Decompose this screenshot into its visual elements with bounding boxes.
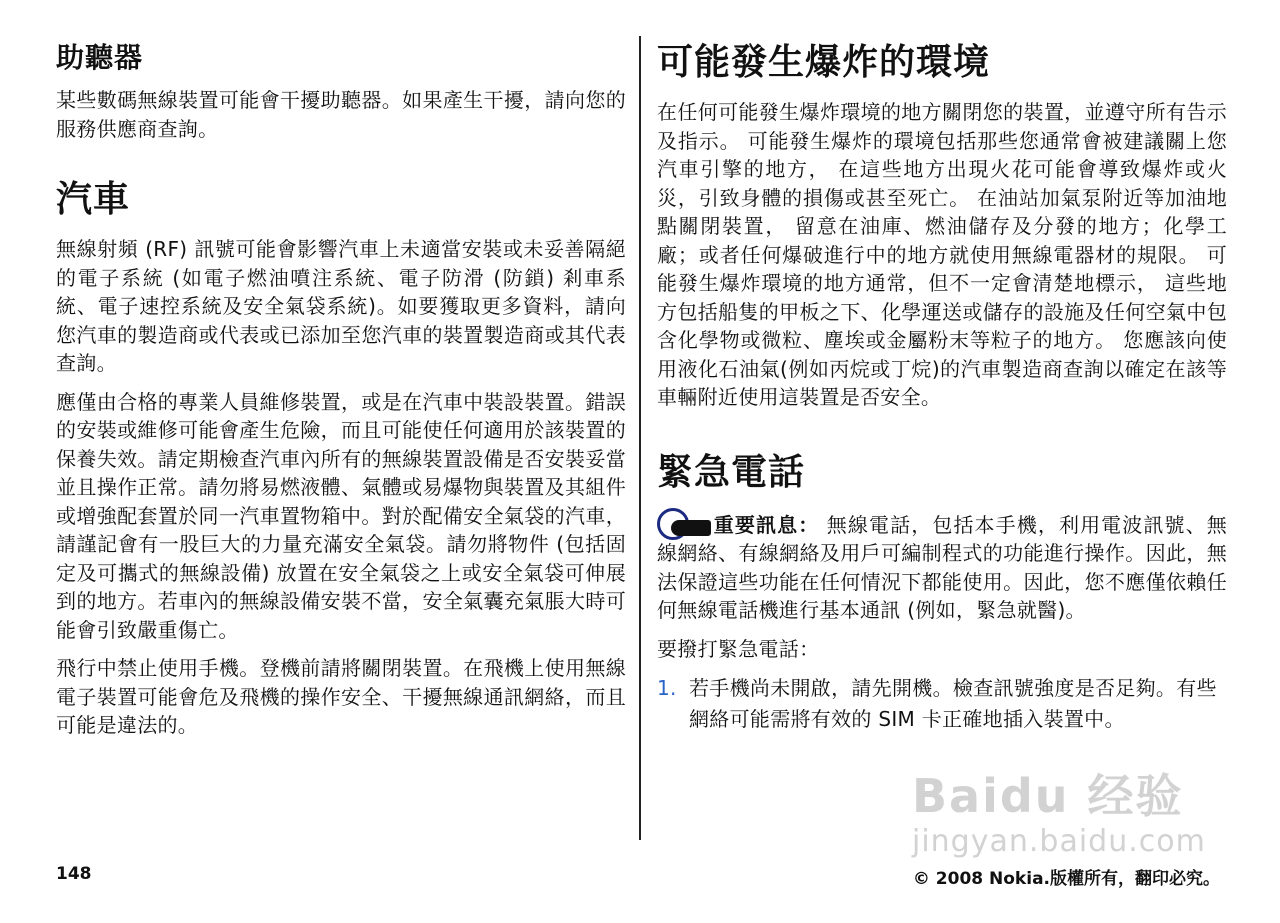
notice-text: 無線電話，包括本手機，利用電波訊號、無線網絡、有線網絡及用戶可編制程式的功能進行操作。因此，無法保證這些功能在任何情況下都能使用。因此，您不應僅依賴任何無線電話機進行基本通訊 (例如，緊急就醫)。: [657, 512, 1228, 622]
hearing-aid-heading: 助聽器: [56, 41, 144, 74]
vehicle-paragraph-installation: 應僅由合格的專業人員維修裝置，或是在汽車中裝設裝置。錯誤的安裝或維修可能會產生危險，而且可能使任何適用於該裝置的保養失效。請定期檢查汽車內所有的無線裝置設備是否安裝妥當並且操作正常。請勿將易燃液體、氣體或易爆物與裝置及其組件或增強配套置於同一汽車置物箱中。對於配備安全氣袋的汽車，請謹記會有一股巨大的力量充滿安全氣袋。請勿將物件 (包括固定及可攜式的無線設備) 放置在安全氣袋之上或安全氣袋可伸展到的地方。若車內的無線設備安裝不當，安全氣囊充氣脹大時可能會引致嚴重傷亡。: [56, 389, 626, 642]
list-item: [657, 673, 1227, 735]
step-number: 1.: [657, 676, 677, 700]
notice-label: 重要訊息：: [713, 512, 820, 537]
explosive-paragraph: 在任何可能發生爆炸環境的地方關閉您的裝置，並遵守所有告示及指示。 可能發生爆炸的環境包括那些您通常會被建議關上您汽車引擎的地方， 在這些地方出現火花可能會導致爆炸或火災，引致身體的損傷或甚至死亡。 在油站加氣泵附近等加油地點關閉裝置， 留意在油庫、燃油儲存及分發的地方；化學工廠；或者任何爆破進行中的地方就使用無線電器材的規限。 可能發生爆炸環境的地方通常，但不一定會清楚地標示， 這些地方包括船隻的甲板之下、化學運送或儲存的設施及任何空氣中包含化學物或微粒、塵埃或金屬粉末等粒子的地方。 您應該向使用液化石油氣(例如丙烷或丁烷)的汽車製造商查詢以確定在該等車輛附近使用這裝置是否安全。: [657, 100, 1227, 409]
right-column: [657, 36, 1227, 735]
baidu-watermark: [912, 768, 1206, 860]
emergency-intro: 要撥打緊急電話：: [657, 636, 820, 661]
watermark-logo: Baidu 经验: [912, 769, 1184, 823]
hearing-aid-section: [56, 36, 626, 143]
copyright-notice: © 2008 Nokia.版權所有，翻印必究。: [912, 869, 1220, 889]
step-text: 若手機尚未開啟，請先開機。檢查訊號強度是否足夠。有些網絡可能需將有效的 SIM 卡正確地插入裝置中。: [689, 676, 1217, 731]
left-column: [56, 36, 626, 750]
emergency-steps-list: [657, 673, 1227, 735]
page-number: 148: [56, 864, 92, 884]
explosive-heading: 可能發生爆炸的環境: [657, 42, 991, 83]
column-divider: [639, 36, 641, 840]
vehicle-section: [56, 173, 626, 740]
emergency-section: [657, 446, 1227, 736]
emergency-heading: 緊急電話: [657, 451, 806, 493]
watermark-url: jingyan.baidu.com: [912, 824, 1206, 859]
vehicle-paragraph-rf: 無線射頻 (RF) 訊號可能會影響汽車上未適當安裝或未妥善隔絕的電子系統 (如電子燃油噴注系統、電子防滑 (防鎖) 剎車系統、電子速控系統及安全氣袋系統)。如要獲取更多資料，請向您汽車的製造商或代表或已添加至您汽車的裝置製造商或其代表查詢。: [56, 237, 626, 375]
hearing-aid-paragraph: 某些數碼無線裝置可能會干擾助聽器。如果產生干擾，請向您的服務供應商查詢。: [56, 88, 626, 141]
important-notice: [657, 508, 1227, 625]
vehicle-heading: 汽車: [56, 179, 131, 220]
explosive-section: [657, 36, 1227, 412]
pointing-hand-icon: [657, 508, 713, 538]
vehicle-paragraph-aircraft: 飛行中禁止使用手機。登機前請將關閉裝置。在飛機上使用無線電子裝置可能會危及飛機的操作安全、干擾無線通訊網絡，而且可能是違法的。: [56, 656, 626, 737]
